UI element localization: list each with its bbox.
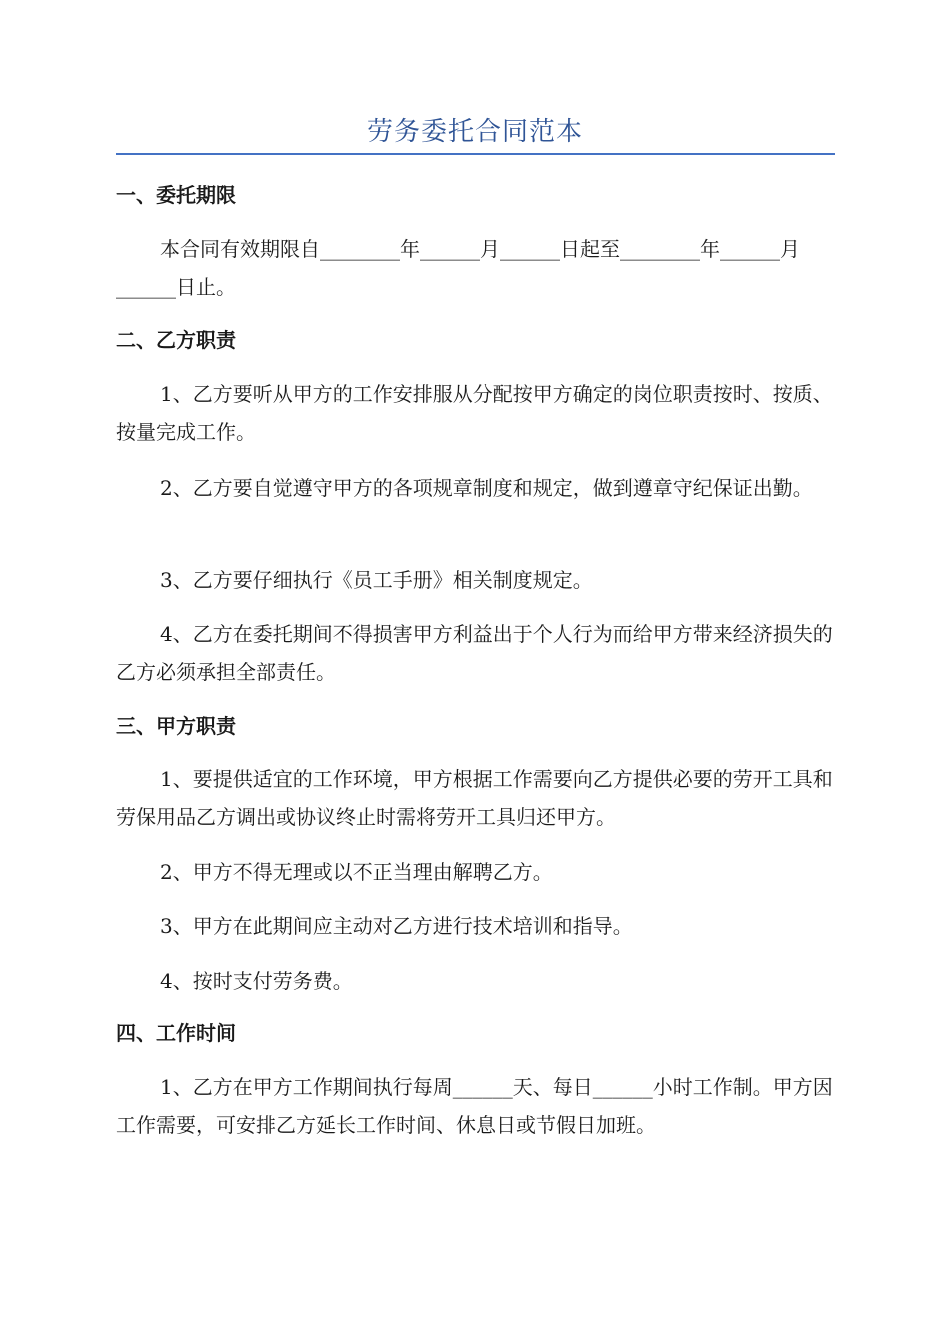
paragraph-party-a-3: 3、甲方在此期间应主动对乙方进行技术培训和指导。 bbox=[160, 914, 633, 938]
paragraph-term: 本合同有效期限自________年______月______日起至________年______月______日止。 bbox=[116, 237, 800, 299]
paragraph-party-b-4: 4、乙方在委托期间不得损害甲方利益出于个人行为而给甲方带来经济损失的乙方必须承担全部责任。 bbox=[116, 622, 833, 684]
section-heading-party-b-duties: 二、乙方职责 bbox=[116, 328, 236, 352]
paragraph-party-b-1: 1、乙方要听从甲方的工作安排服从分配按甲方确定的岗位职责按时、按质、按量完成工作。 bbox=[116, 382, 833, 444]
section-heading-party-a-duties: 三、甲方职责 bbox=[116, 714, 236, 738]
paragraph-party-a-4: 4、按时支付劳务费。 bbox=[160, 969, 353, 993]
paragraph-party-a-2: 2、甲方不得无理或以不正当理由解聘乙方。 bbox=[160, 860, 553, 884]
section-heading-working-hours: 四、工作时间 bbox=[116, 1021, 236, 1045]
paragraph-party-b-2: 2、乙方要自觉遵守甲方的各项规章制度和规定，做到遵章守纪保证出勤。 bbox=[160, 476, 813, 500]
document-title: 劳务委托合同范本 bbox=[366, 117, 583, 147]
title-underline bbox=[116, 153, 835, 155]
section-heading-term: 一、委托期限 bbox=[116, 183, 236, 207]
paragraph-party-b-3: 3、乙方要仔细执行《员工手册》相关制度规定。 bbox=[160, 568, 593, 592]
paragraph-party-a-1: 1、要提供适宜的工作环境，甲方根据工作需要向乙方提供必要的劳开工具和劳保用品乙方调出或协议终止时需将劳开工具归还甲方。 bbox=[116, 767, 833, 829]
paragraph-working-hours-1: 1、乙方在甲方工作期间执行每周______天、每日______小时工作制。甲方因工作需要，可安排乙方延长工作时间、休息日或节假日加班。 bbox=[116, 1075, 833, 1137]
